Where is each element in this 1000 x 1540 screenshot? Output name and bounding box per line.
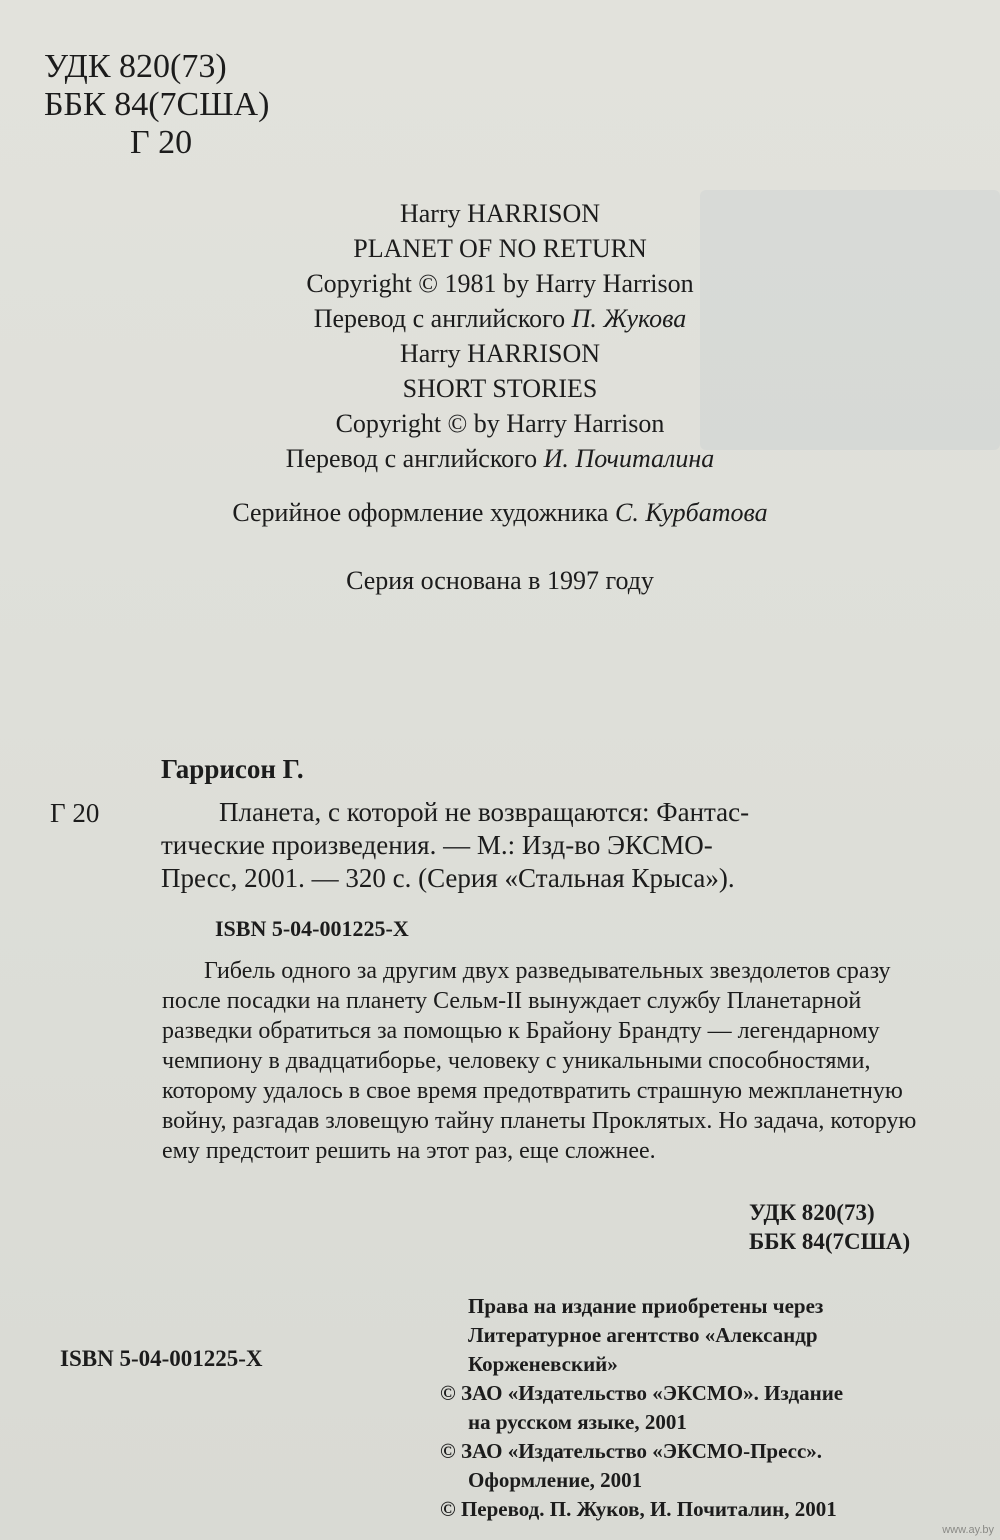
translation-prefix: Перевод с английского (313, 304, 566, 333)
book2-copyright: Copyright © by Harry Harrison (335, 409, 665, 438)
series-design-credit (0, 498, 1000, 528)
classification-block-bottom (749, 1198, 910, 1256)
catalog-author: Гаррисон Г. (161, 754, 304, 784)
rights-line: Корженевский» (468, 1352, 618, 1376)
rights-line: Права на издание приобретены через (468, 1294, 824, 1318)
rights-line: Литературное агентство «Александр (468, 1323, 818, 1347)
bbk-code: ББК 84(7США) (749, 1229, 911, 1254)
translator-name: П. Жукова (571, 304, 687, 333)
description-line: тические произведения. — М.: Изд-во ЭКСМО- (161, 830, 713, 860)
book2-title: SHORT STORIES (402, 374, 598, 403)
rights-line: © ЗАО «Издательство «ЭКСМО». Издание (440, 1381, 844, 1405)
book1-copyright: Copyright © 1981 by Harry Harrison (306, 269, 694, 298)
book2-translation (0, 441, 1000, 476)
catalog-isbn: ISBN 5-04-001225-X (215, 916, 409, 941)
design-prefix: Серийное оформление художника (232, 498, 609, 527)
translator-name: И. Почиталина (543, 444, 715, 473)
credits-block (0, 196, 1000, 476)
translation-prefix: Перевод с английского (285, 444, 538, 473)
description-line: Планета, с которой не возвращаются: Фантас- (219, 797, 750, 827)
annotation (162, 956, 942, 1166)
rights-line: © ЗАО «Издательство «ЭКСМО-Пресс». (440, 1439, 823, 1463)
book1-translation (0, 301, 1000, 336)
site-watermark: www.ay.by (942, 1524, 994, 1536)
catalog-code: Г 20 (50, 798, 100, 828)
catalog-description (161, 796, 941, 895)
design-artist: С. Курбатова (614, 498, 768, 527)
description-line: Пресс, 2001. — 320 с. (Серия «Стальная Крыса»). (161, 863, 735, 893)
rights-line: © Перевод. П. Жуков, И. Почиталин, 2001 (440, 1497, 837, 1521)
series-founded: Серия основана в 1997 году (346, 566, 654, 595)
rights-block (440, 1292, 940, 1524)
rights-line: на русском языке, 2001 (468, 1410, 687, 1434)
rights-line: Оформление, 2001 (468, 1468, 643, 1492)
bbk-code: ББК 84(7США) (44, 86, 270, 123)
udk-code: УДК 820(73) (44, 48, 227, 85)
book1-title: PLANET OF NO RETURN (353, 234, 647, 263)
book1-author: Harry HARRISON (399, 199, 601, 228)
book2-author: Harry HARRISON (399, 339, 601, 368)
udk-code: УДК 820(73) (749, 1200, 875, 1225)
author-mark: Г 20 (130, 124, 193, 161)
isbn-bottom: ISBN 5-04-001225-X (60, 1346, 263, 1371)
classification-block-top (44, 48, 269, 162)
annotation-text: Гибель одного за другим двух разведывательных звездолетов сразу после посадки на планету Сельм-II вынуждает службу Планетарной разведки обратиться за помощью к Брайону Брандту — легендарному чемпиону в двадцатиборье, человеку с уникальными способностями, которому удалось в свое время предотвратить страшную межпланетную войну, разгадав зловещую тайну планеты Проклятых. Но задача, которую ему предстоит решить на этот раз, еще сложнее. (162, 958, 917, 1164)
